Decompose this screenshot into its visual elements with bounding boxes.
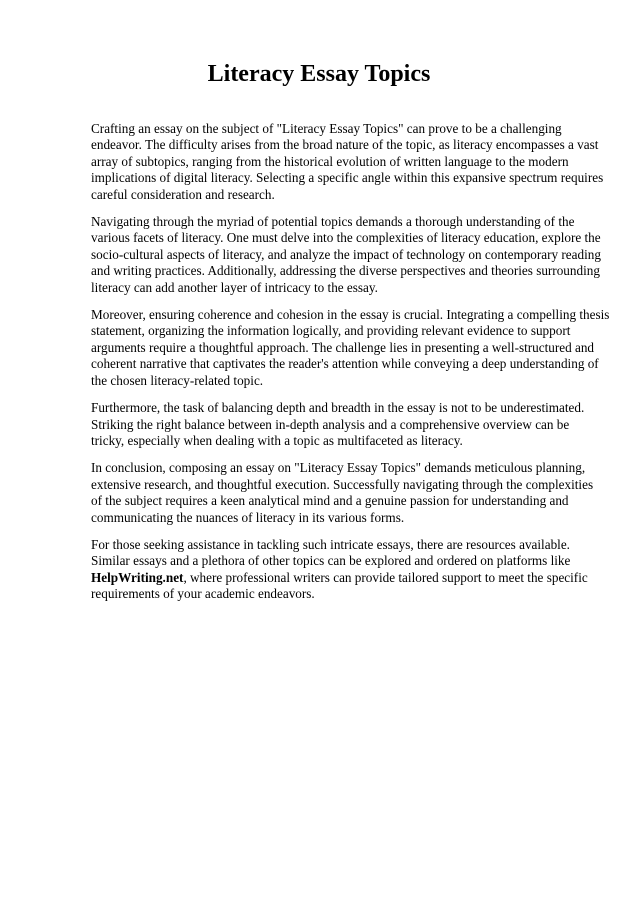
text-line-with-brand (91, 570, 603, 586)
text-line: implications of digital literacy. Selecting a specific angle within this expansive spectrum requires (91, 170, 604, 186)
text-line: socio-cultural aspects of literacy, and analyze the impact of technology on contemporary reading (91, 246, 601, 262)
text-line: of the subject requires a keen analytical mind and a genuine passion for understanding and (91, 493, 569, 509)
text-line: Navigating through the myriad of potential topics demands a thorough understanding of the (91, 214, 575, 230)
text-line: requirements of your academic endeavors. (91, 586, 315, 602)
text-line: Striking the right balance between in-depth analysis and a comprehensive overview can be (91, 416, 570, 432)
paragraph-1 (91, 121, 603, 203)
text-line: the chosen literacy-related topic. (91, 372, 264, 388)
text-line: array of subtopics, ranging from the historical evolution of written language to the modern (91, 153, 569, 169)
text-line: endeavor. The difficulty arises from the broad nature of the topic, as literacy encompasses a vast (91, 137, 599, 153)
text-line: Similar essays and a plethora of other topics can be explored and ordered on platforms like (91, 553, 571, 569)
text-line: careful consideration and research. (91, 186, 275, 202)
text-fragment: , where professional writers can provide tailored support to meet the specific (183, 569, 588, 585)
text-line: Crafting an essay on the subject of "Literacy Essay Topics" can prove to be a challenging (91, 121, 562, 136)
text-line: arguments require a thoughtful approach. The challenge lies in presenting a well-structured and (91, 339, 595, 355)
page-title: Literacy Essay Topics (207, 61, 431, 87)
essay-body (91, 121, 610, 614)
text-line: Furthermore, the task of balancing depth and breadth in the essay is not to be underestimated. (91, 400, 585, 416)
text-line: tricky, especially when dealing with a topic as multifaceted as literacy. (91, 432, 463, 448)
text-line: various facets of literacy. One must delve into the complexities of literacy education, explore the (91, 230, 601, 246)
brand-name: HelpWriting.net (91, 569, 184, 585)
text-line: In conclusion, composing an essay on "Literacy Essay Topics" demands meticulous planning, (91, 460, 586, 476)
text-line: and writing practices. Additionally, addressing the diverse perspectives and theories surrounding (91, 263, 600, 279)
text-line: extensive research, and thoughtful execution. Successfully navigating through the complexities (91, 476, 594, 492)
paragraph-4 (91, 400, 603, 449)
text-line: statement, organizing the information logically, and providing relevant evidence to support (91, 323, 571, 339)
paragraph-2 (91, 214, 603, 296)
text-line: literacy can add another layer of intricacy to the essay. (91, 279, 378, 295)
text-line: coherent narrative that captivates the reader's attention while conveying a deep understanding of (91, 356, 599, 372)
paragraph-5 (91, 460, 603, 526)
text-line: Moreover, ensuring coherence and cohesion in the essay is crucial. Integrating a compelling thesis (91, 307, 610, 323)
paragraph-3 (91, 307, 610, 389)
paragraph-6 (91, 537, 603, 603)
text-line: communicating the nuances of literacy in its various forms. (91, 509, 405, 525)
text-line: For those seeking assistance in tackling such intricate essays, there are resources available. (91, 536, 570, 552)
